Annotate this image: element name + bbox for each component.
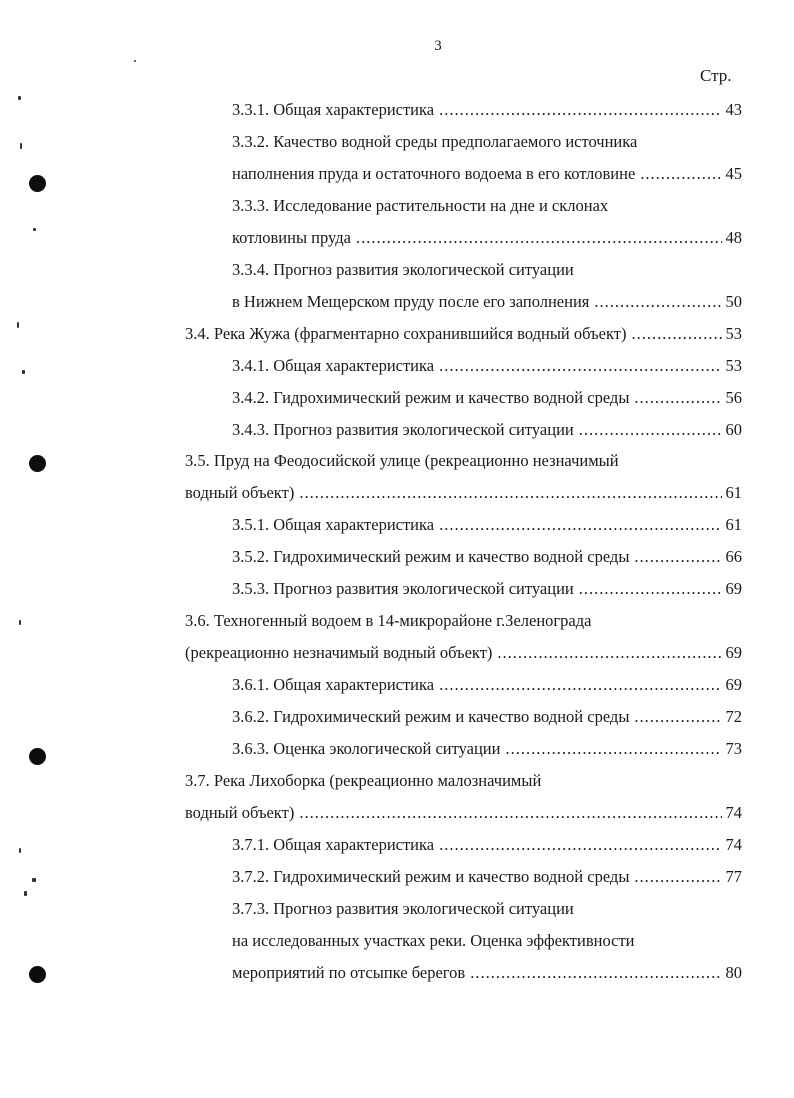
toc-entry-page: 61 xyxy=(725,515,742,535)
toc-entry-page: 56 xyxy=(725,387,742,407)
toc-entry xyxy=(232,98,742,122)
toc-entry-page: 80 xyxy=(725,962,742,982)
toc-entry-title: 3.7.2. Гидрохимический режим и качество водной среды xyxy=(232,866,630,886)
toc-entry xyxy=(232,833,742,857)
dot-leader xyxy=(497,641,721,665)
toc-entry-title: 3.4. Река Жужа (фрагментарно сохранившийся водный объект) xyxy=(185,323,627,343)
toc-entry-title: наполнения пруда и остаточного водоема в его котловине xyxy=(232,163,636,183)
toc-entry-title: мероприятий по отсыпке берегов xyxy=(232,962,466,982)
toc-entry-title: 3.3.4. Прогноз развития экологической ситуации xyxy=(232,259,574,279)
scan-speck xyxy=(17,322,19,328)
dot-leader xyxy=(579,577,722,601)
toc-entry-title: водный объект) xyxy=(185,802,295,822)
page-number: 3 xyxy=(434,38,442,54)
dot-leader xyxy=(634,705,721,729)
dot-leader xyxy=(439,354,721,378)
toc-entry-page: 50 xyxy=(725,291,742,311)
toc-entry-page: 43 xyxy=(725,100,742,119)
dot-leader xyxy=(439,513,721,537)
toc-entry xyxy=(232,545,742,569)
toc-entry-page: 73 xyxy=(725,739,742,758)
scan-speck xyxy=(20,143,22,149)
toc-entry xyxy=(232,673,742,697)
toc-entry-title: 3.5.3. Прогноз развития экологической ситуации xyxy=(232,579,574,599)
dot-leader xyxy=(470,961,721,985)
toc-entry xyxy=(232,577,742,601)
toc-entry-page: 74 xyxy=(725,834,742,854)
toc-entry-title: в Нижнем Мещерском пруду после его заполнения xyxy=(232,291,590,311)
dot-leader xyxy=(640,162,721,186)
scan-speck xyxy=(134,60,136,62)
toc-entry xyxy=(185,641,742,665)
toc-entry xyxy=(232,705,742,729)
toc-entry xyxy=(232,865,742,889)
toc-entry-page: 72 xyxy=(725,707,742,727)
scan-speck xyxy=(33,228,36,231)
toc-entry-title: 3.6.2. Гидрохимический режим и качество водной среды xyxy=(232,707,630,727)
scan-speck xyxy=(19,620,21,625)
toc-entry xyxy=(232,386,742,410)
dot-leader xyxy=(439,98,721,122)
dot-leader xyxy=(439,833,721,857)
dot-leader xyxy=(505,737,721,761)
toc-entry xyxy=(232,226,742,250)
toc-entry xyxy=(232,162,742,186)
toc-entry-page: 61 xyxy=(725,483,742,503)
dot-leader xyxy=(634,545,721,569)
scan-speck xyxy=(24,891,27,896)
toc-entry-page: 69 xyxy=(725,579,742,599)
scan-speck xyxy=(32,878,36,882)
toc-entry-page: 45 xyxy=(725,163,742,183)
toc-entry-page: 53 xyxy=(725,355,742,375)
dot-leader xyxy=(634,865,721,889)
toc-entry-title: 3.3.2. Качество водной среды предполагаемого источника xyxy=(232,131,638,151)
binder-hole xyxy=(29,748,46,765)
toc-entry-page: 74 xyxy=(725,802,742,822)
toc-entry-title: на исследованных участках реки. Оценка эффективности xyxy=(232,930,635,950)
toc-entry-title: 3.6.1. Общая характеристика xyxy=(232,675,435,695)
toc-entry-page: 60 xyxy=(725,419,742,439)
dot-leader xyxy=(299,801,721,825)
toc-entry-title: 3.3.3. Исследование растительности на дне и склонах xyxy=(232,195,609,215)
dot-leader xyxy=(299,481,721,505)
dot-leader xyxy=(356,226,722,250)
page-column-label: Стр. xyxy=(700,66,732,85)
scan-speck xyxy=(18,96,21,100)
toc-entry-title: 3.4.2. Гидрохимический режим и качество водной среды xyxy=(232,387,630,407)
toc-entry-title: 3.5.2. Гидрохимический режим и качество водной среды xyxy=(232,547,630,567)
toc-entry-title: 3.3.1. Общая характеристика xyxy=(232,100,435,119)
dot-leader xyxy=(594,290,721,314)
toc-entry-title: 3.6. Техногенный водоем в 14-микрорайоне г.Зеленограда xyxy=(185,611,592,631)
toc-entry-title: (рекреационно незначимый водный объект) xyxy=(185,643,493,663)
toc-entry-title: котловины пруда xyxy=(232,227,351,247)
binder-hole xyxy=(29,455,46,472)
toc-entry xyxy=(185,322,742,346)
toc-entry xyxy=(232,290,742,314)
toc-entry-title: 3.6.3. Оценка экологической ситуации xyxy=(232,739,501,758)
toc-entry-page: 48 xyxy=(725,227,742,247)
scan-speck xyxy=(19,848,21,853)
toc-entry xyxy=(232,418,742,442)
dot-leader xyxy=(579,418,722,442)
binder-hole xyxy=(29,966,46,983)
toc-entry xyxy=(232,737,742,761)
toc-entry-title: водный объект) xyxy=(185,483,295,503)
toc-entry xyxy=(185,801,742,825)
toc-entry xyxy=(232,961,742,985)
binder-hole xyxy=(29,175,46,192)
toc-entry xyxy=(185,481,742,505)
toc-entry-title: 3.7. Река Лихоборка (рекреационно малозначимый xyxy=(185,770,542,790)
toc-entry-page: 53 xyxy=(725,323,742,343)
scan-speck xyxy=(22,370,25,374)
toc-entry-title: 3.7.1. Общая характеристика xyxy=(232,834,435,854)
toc-entry-title: 3.5.1. Общая характеристика xyxy=(232,515,435,535)
toc-entry-title: 3.4.3. Прогноз развития экологической ситуации xyxy=(232,419,574,439)
toc-entry-page: 69 xyxy=(725,675,742,695)
toc-entry-page: 69 xyxy=(725,643,742,663)
toc-entry-page: 66 xyxy=(725,547,742,567)
toc-entry-title: 3.5. Пруд на Феодосийской улице (рекреационно незначимый xyxy=(185,451,619,471)
dot-leader xyxy=(439,673,721,697)
toc-entry-title: 3.4.1. Общая характеристика xyxy=(232,355,435,375)
toc-entry xyxy=(232,513,742,537)
dot-leader xyxy=(631,322,721,346)
toc-entry xyxy=(232,354,742,378)
toc-entry-page: 77 xyxy=(725,866,742,886)
dot-leader xyxy=(634,386,721,410)
toc-entry-title: 3.7.3. Прогноз развития экологической ситуации xyxy=(232,898,574,918)
